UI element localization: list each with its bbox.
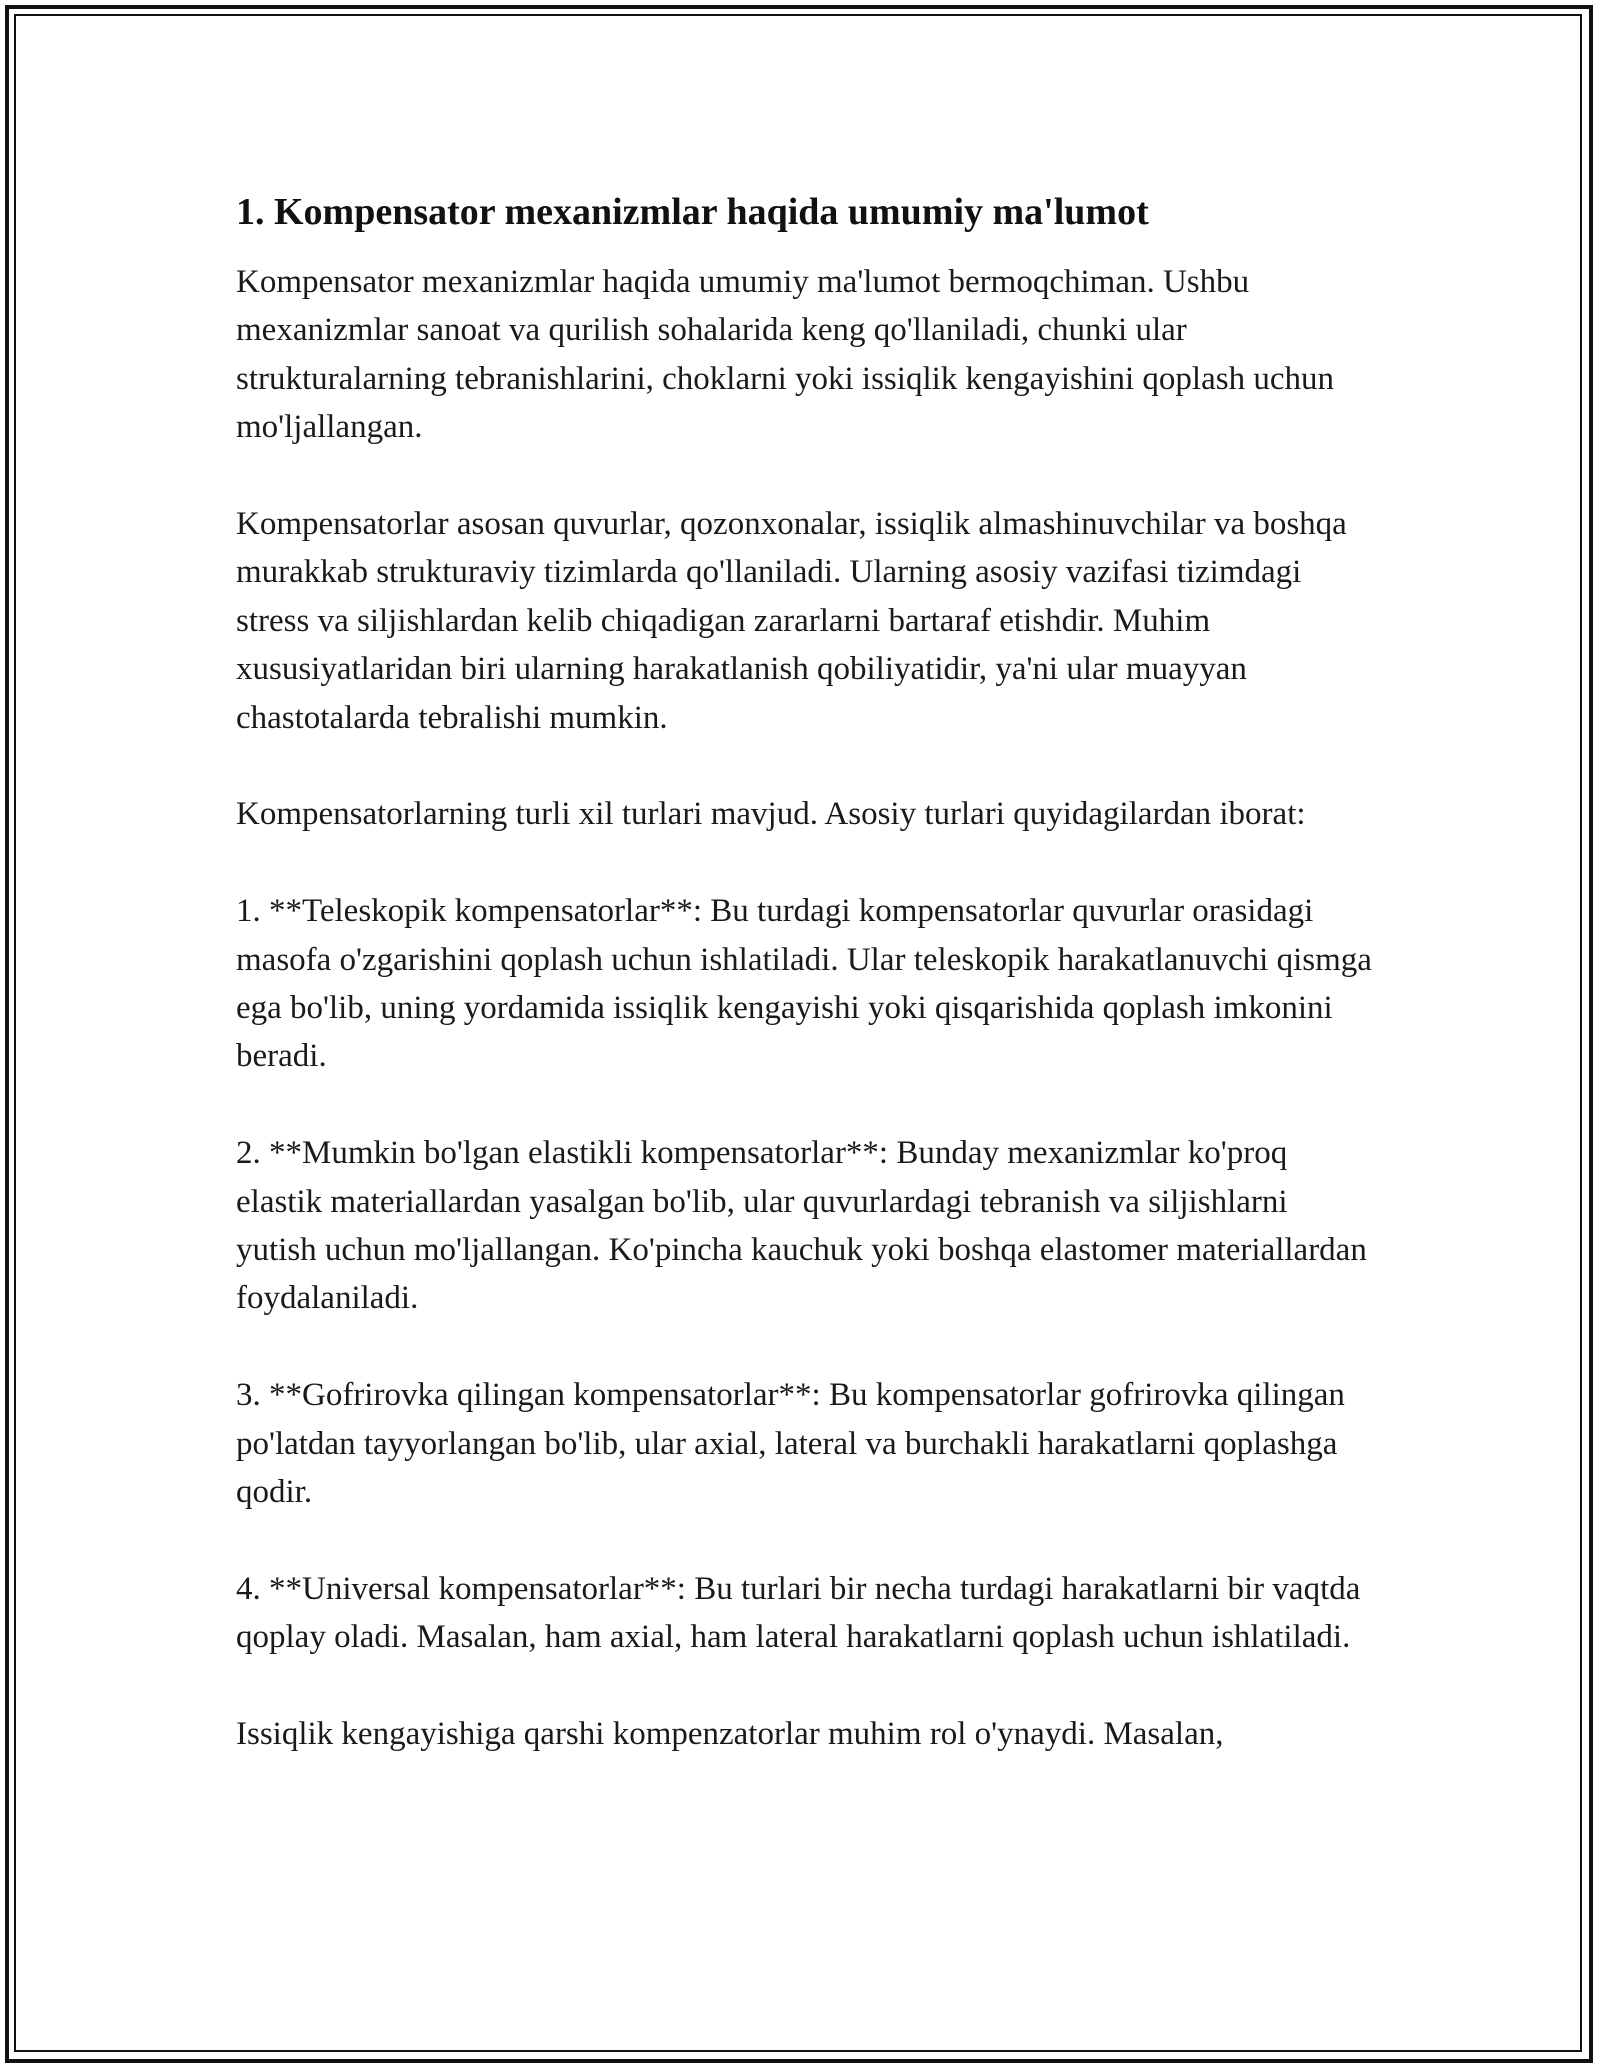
list-item-universal: 4. **Universal kompensatorlar**: Bu turlari bir necha turdagi harakatlarni bir vaqtda qoplay oladi. Masalan, ham axial, ham lateral harakatlarni qoplash uchun ishlatiladi.: [236, 1570, 1361, 1656]
paragraph-types-intro: Kompensatorlarning turli xil turlari mavjud. Asosiy turlari quyidagilardan iborat:: [236, 796, 1306, 833]
paragraph-usage: Kompensatorlar asosan quvurlar, qozonxonalar, issiqlik almashinuvchilar va boshqa murakkab strukturaviy tizimlarda qo'llaniladi. Ularning asosiy vazifasi tizimdagi stress va siljishlardan kelib chiqadigan zararlarni bartaraf etishdir. Muhim xususiyatlaridan biri ularning harakatlanish qobiliyatidir, ya'ni ular muayyan chastotalarda tebralishi mumkin.: [236, 506, 1347, 736]
list-item-corrugated: 3. **Gofrirovka qilingan kompensatorlar**: Bu kompensatorlar gofrirovka qilingan po'latdan tayyorlangan bo'lib, ular axial, lateral va burchakli harakatlarni qoplashga qodir.: [236, 1377, 1345, 1511]
paragraph-thermal: Issiqlik kengayishiga qarshi kompenzatorlar muhim rol o'ynaydi. Masalan,: [236, 1716, 1224, 1753]
section-heading: 1. Kompensator mexanizmlar haqida umumiy ma'lumot: [236, 191, 1149, 233]
document-page: [236, 186, 1376, 1807]
list-item-elastic: 2. **Mumkin bo'lgan elastikli kompensatorlar**: Bunday mexanizmlar ko'proq elastik materiallardan yasalgan bo'lib, ular quvurlardagi tebranish va siljishlarni yutish uchun mo'ljallangan. Ko'pincha kauchuk yoki boshqa elastomer materiallardan foydalaniladi.: [236, 1135, 1367, 1317]
paragraph-intro: Kompensator mexanizmlar haqida umumiy ma'lumot bermoqchiman. Ushbu mexanizmlar sanoat va qurilish sohalarida keng qo'llaniladi, chunki ular strukturalarning tebranishlarini, choklarni yoki issiqlik kengayishini qoplash uchun mo'ljallangan.: [236, 264, 1334, 446]
list-item-telescopic: 1. **Teleskopik kompensatorlar**: Bu turdagi kompensatorlar quvurlar orasidagi masofa o'zgarishini qoplash uchun ishlatiladi. Ular teleskopik harakatlanuvchi qismga ega bo'lib, uning yordamida issiqlik kengayishi yoki qisqarishida qoplash imkonini beradi.: [236, 893, 1372, 1075]
